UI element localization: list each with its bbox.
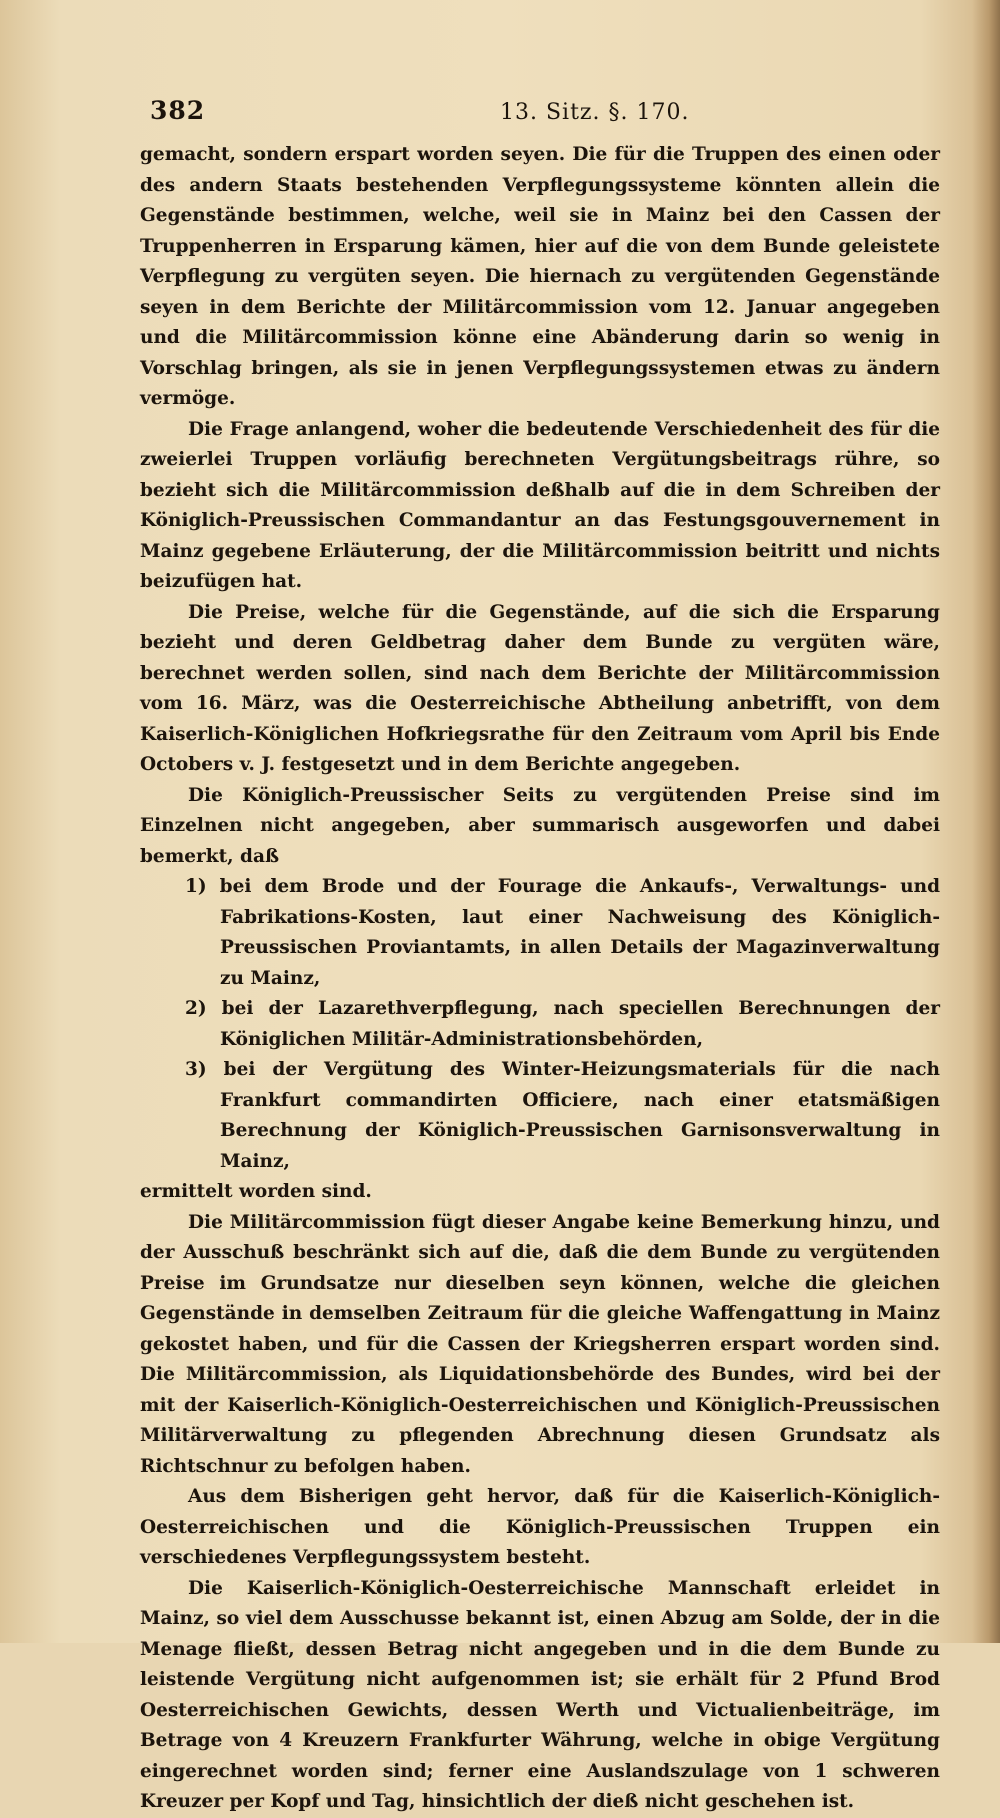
list-item: 3) bei der Vergütung des Winter-Heizungsmaterials für die nach Frankfurt commandirten Officiere, nach einer etatsmäßigen Berechnung der Königlich-Preussischen Garnisonsverwaltung in Mainz, (185, 1059, 940, 1172)
paragraph-closing-line: ermittelt worden sind. (140, 1181, 372, 1202)
page-number: 382 (150, 96, 206, 125)
paragraph: Die Kaiserlich-Königlich-Oesterreichische Mannschaft erleidet in Mainz, so viel dem Ausschusse bekannt ist, einen Abzug am Solde, der in die Menage fließt, dessen Betrag nicht angegeben und in die dem Bunde zu leistende Vergütung nicht aufgenommen ist; sie erhält für 2 Pfund Brod Oesterreichischen Gewichts, dessen Werth und Victualienbeiträge, im Betrage von 4 Kreuzern Frankfurter Währung, welche in obige Vergütung eingerechnet worden sind; ferner eine Auslandszulage von 1 schweren Kreuzer per Kopf und Tag, hinsichtlich der dieß nicht geschehen ist. (140, 1577, 940, 1812)
list-item: 1) bei dem Brode und der Fourage die Ankaufs-, Verwaltungs- und Fabrikations-Kosten, laut einer Nachweisung des Königlich-Preussischen Proviantamts, in allen Details der Magazinverwaltung zu Mainz, (185, 876, 940, 989)
running-head: 13. Sitz. §. 170. (500, 100, 690, 125)
body-text (140, 140, 940, 1818)
paragraph-continuation: gemacht, sondern erspart worden seyen. Die für die Truppen des einen oder des andern Staats bestehenden Verpflegungssysteme könnten allein die Gegenstände bestimmen, welche, weil sie in Mainz bei den Cassen der Truppenherren in Ersparung kämen, hier auf die von dem Bunde geleistete Verpflegung zu vergüten seyen. Die hiernach zu vergütenden Gegenstände seyen in dem Berichte der Militärcommission vom 12. Januar angegeben und die Militärcommission könne eine Abänderung darin so wenig in Vorschlag bringen, als sie in jenen Verpflegungssystemen etwas zu ändern vermöge. (140, 144, 940, 409)
paragraph: Die Preise, welche für die Gegenstände, auf die sich die Ersparung bezieht und deren Geldbetrag daher dem Bunde zu vergüten wäre, berechnet werden sollen, sind nach dem Berichte der Militärcommission vom 16. März, was die Oesterreichische Abtheilung anbetrifft, von dem Kaiserlich-Königlichen Hofkriegsrathe für den Zeitraum vom April bis Ende Octobers v. J. festgesetzt und in dem Berichte angegeben. (140, 601, 940, 775)
paragraph: Die Königlich-Preussischer Seits zu vergütenden Preise sind im Einzelnen nicht angegeben, aber summarisch ausgeworfen und dabei bemerkt, daß (140, 784, 940, 867)
page-spine-shadow (972, 0, 1000, 1643)
paragraph: Die Militärcommission fügt dieser Angabe keine Bemerkung hinzu, und der Ausschuß beschränkt sich auf die, daß die dem Bunde zu vergütenden Preise im Grundsatze nur dieselben seyn können, welche die gleichen Gegenstände in demselben Zeitraum für die gleiche Waffengattung in Mainz gekostet haben, und für die Cassen der Kriegsherren erspart worden sind. Die Militärcommission, als Liquidationsbehörde des Bundes, wird bei der mit der Kaiserlich-Königlich-Oesterreichischen und Königlich-Preussischen Militärverwaltung zu pflegenden Abrechnung diesen Grundsatz als Richtschnur zu befolgen haben. (140, 1211, 940, 1477)
page-header (150, 92, 940, 132)
paragraph: Aus dem Bisherigen geht hervor, daß für die Kaiserlich-Königlich-Oesterreichischen und die Königlich-Preussischen Truppen ein verschiedenes Verpflegungssystem besteht. (140, 1486, 940, 1568)
list-item: 2) bei der Lazarethverpflegung, nach speciellen Berechnungen der Königlichen Militär-Administrationsbehörden, (185, 998, 940, 1050)
paragraph: Die Frage anlangend, woher die bedeutende Verschiedenheit des für die zweierlei Truppen vorläufig berechneten Vergütungsbeitrags rühre, so bezieht sich die Militärcommission deßhalb auf die in dem Schreiben der Königlich-Preussischen Commandantur an das Festungsgouvernement in Mainz gegebene Erläuterung, der die Militärcommission beitritt und nichts beizufügen hat. (140, 418, 940, 592)
